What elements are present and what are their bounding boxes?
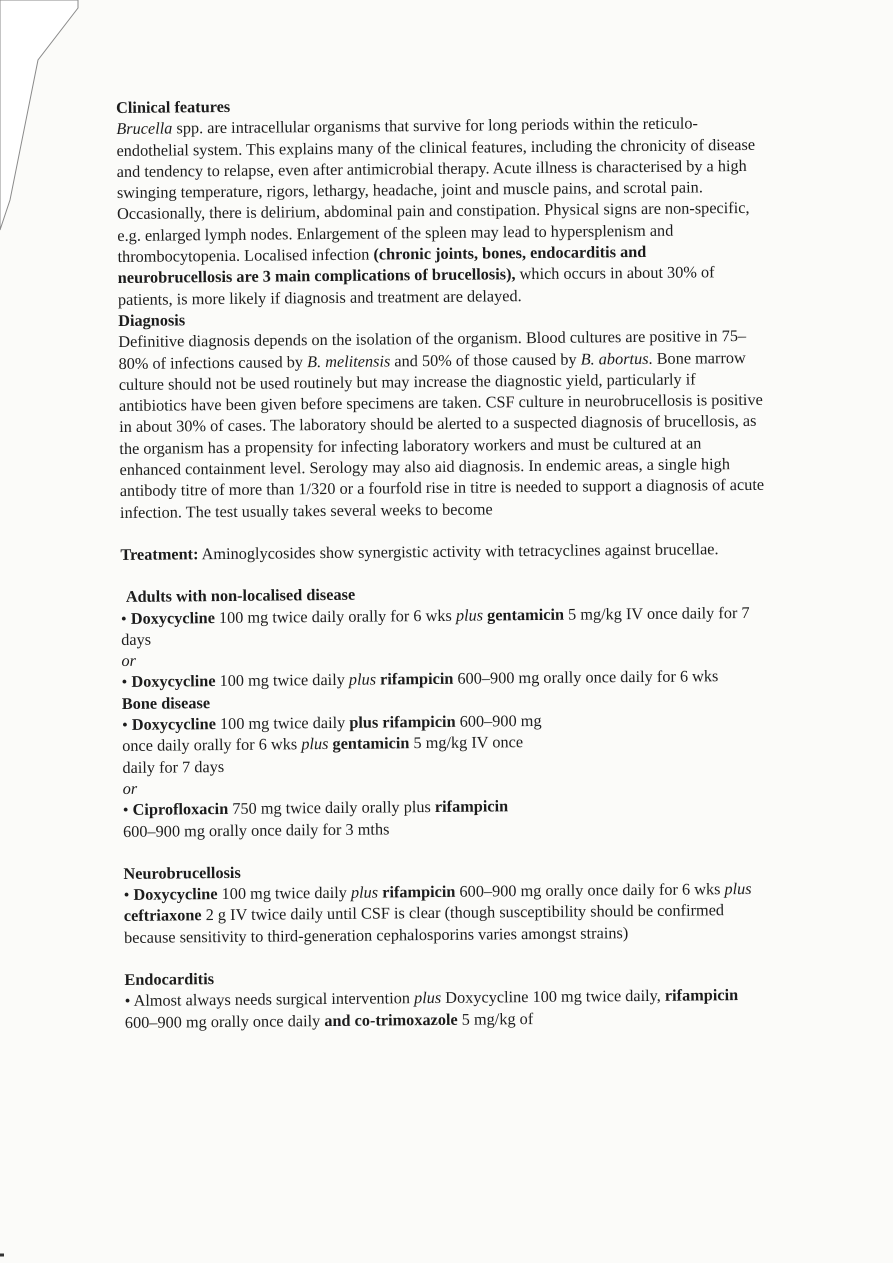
- bullet: •: [120, 608, 131, 628]
- diagnosis-text-3: . Bone marrow culture should not be used routinely but may increase the diagnostic yield, particularly if antibiotics have been given before specimens are taken. CSF culture in neurobrucellosis is positive in about 30% of cases. The laboratory should be alerted to a suspected diagnosis of brucellosis, as the organism has a propensity for infecting laboratory workers and must be cultured at an enhanced containment level. Serology may also aid diagnosis. In endemic areas, a single high antibody titre of more than 1/320 or a fourfold rise in titre is needed to support a diagnosis of acute infection. The test usually takes several weeks to become: [118, 347, 765, 522]
- document-page: [116, 91, 770, 1033]
- drug-gentamicin: gentamicin: [332, 733, 410, 754]
- dose-text: 600–900 mg orally once daily: [124, 1010, 325, 1032]
- dose-text: 2 g IV twice daily until CSF is clear (though susceptibility should be confirmed because sensitivity to third-generation cephalosporins varies amongst strains): [123, 900, 725, 947]
- species-melitensis: B. melitensis: [307, 350, 391, 371]
- diagnosis-text-1: Definitive diagnosis depends on the isolation of the organism. Blood cultures are positive in 75–80% of infections caused by: [118, 326, 747, 373]
- plus-word: plus: [301, 734, 329, 754]
- plus-word: plus: [348, 669, 377, 690]
- or-word: or: [122, 778, 138, 798]
- dose-text: Almost always needs surgical intervention: [133, 988, 415, 1011]
- drug-co-trimoxazole: and co-trimoxazole: [324, 1009, 458, 1030]
- bullet: •: [121, 714, 132, 734]
- bullet: •: [121, 672, 132, 692]
- clinical-text-1: spp. are intracellular organisms that survive for long periods within the reticulo-endothelial system. This explains many of the clinical features, including the chronicity of disease and tendency to relapse, even after antimicrobial therapy. Acute illness is characterised by a high swinging temperature, rigors, lethargy, headache, joint and muscle pains, and scrotal pain. Occasionally, there is delirium, abdominal pain and constipation. Physical signs are non-specific, e.g. enlarged lymph nodes. Enlargement of the spleen may lead to hypersplenism and thrombocytopenia. Localised infection: [116, 113, 756, 267]
- drug-ceftriaxone: ceftriaxone: [123, 905, 202, 926]
- bone-item-1-line-3: daily for 7 days: [122, 756, 225, 777]
- dose-text: 100 mg twice daily: [215, 712, 350, 734]
- drug-rifampicin: rifampicin: [434, 796, 509, 817]
- dose-text: 5 mg/kg IV once: [409, 732, 524, 753]
- species-abortus: B. abortus: [580, 348, 649, 369]
- neuro-item: [124, 878, 770, 948]
- genus-name: Brucella: [116, 118, 173, 139]
- diagnosis-text: [118, 325, 765, 523]
- drug-doxycycline: Doxycycline: [131, 714, 217, 734]
- drug-rifampicin: plus rifampicin: [349, 711, 456, 732]
- endocarditis-heading: Endocarditis: [124, 969, 215, 989]
- drug-doxycycline: Doxycycline: [133, 884, 218, 904]
- complications-note: (chronic joints, bones, endocarditis and neurobrucellosis are 3 main complications of brucellosis),: [117, 241, 647, 288]
- plus-word: plus: [455, 605, 484, 625]
- neuro-heading: Neurobrucellosis: [123, 862, 241, 883]
- dose-text: 5 mg/kg of: [457, 1008, 534, 1029]
- clinical-features-text: [116, 112, 763, 310]
- endocarditis-section: [124, 963, 770, 1033]
- drug-ciprofloxacin: Ciprofloxacin: [132, 799, 229, 820]
- diagnosis-text-2: and 50% of those caused by: [390, 349, 581, 370]
- adults-item-1: [121, 601, 766, 650]
- plus-word: plus: [350, 882, 379, 902]
- dose-text: 600–900 mg: [455, 710, 542, 731]
- diagnosis-heading: Diagnosis: [118, 310, 186, 330]
- dose-text: 100 mg twice daily orally for 6 wks: [214, 605, 456, 627]
- dose-text: once daily orally for 6 wks: [122, 734, 302, 756]
- drug-rifampicin: rifampicin: [664, 985, 739, 1006]
- bullet: •: [124, 991, 134, 1011]
- dose-text: 750 mg twice daily orally plus: [228, 797, 435, 819]
- adults-section: [121, 580, 767, 693]
- dose-text: 5 mg/kg IV once daily for 7 days: [121, 602, 750, 649]
- clinical-text-2: which occurs in about 30% of patients, is more likely if diagnosis and treatment are delayed.: [117, 262, 715, 309]
- endocarditis-item: [125, 984, 770, 1033]
- bone-section: [122, 686, 768, 841]
- drug-rifampicin: rifampicin: [380, 669, 454, 689]
- dose-text: 100 mg twice daily: [215, 670, 349, 691]
- drug-doxycycline: Doxycycline: [131, 671, 216, 692]
- treatment-label: Treatment:: [120, 544, 199, 564]
- diagnosis-section: [118, 304, 765, 523]
- dose-text: 600–900 mg orally once daily for 6 wks: [455, 879, 725, 901]
- adults-heading: Adults with non-localised disease: [125, 584, 356, 607]
- treatment-body: Aminoglycosides show synergistic activity with tetracyclines against brucellae.: [198, 539, 719, 564]
- plus-word: plus: [413, 988, 442, 1008]
- bullet: •: [123, 884, 134, 905]
- dose-text: 600–900 mg orally once daily for 6 wks: [453, 666, 719, 689]
- clinical-features-section: [116, 91, 763, 310]
- bone-heading: Bone disease: [121, 692, 211, 713]
- plus-word: plus: [724, 879, 752, 899]
- drug-doxycycline: Doxycycline: [130, 607, 215, 628]
- dose-text: Doxycycline 100 mg twice daily,: [441, 986, 665, 1008]
- drug-gentamicin: gentamicin: [487, 604, 565, 624]
- drug-rifampicin: rifampicin: [382, 881, 456, 902]
- dose-text: 100 mg twice daily: [217, 882, 352, 904]
- neuro-section: [123, 857, 769, 948]
- or-word: or: [121, 650, 136, 671]
- clinical-features-heading: Clinical features: [116, 96, 231, 117]
- bone-item-2-line-2: 600–900 mg orally once daily for 3 mths: [122, 818, 390, 841]
- bullet: •: [122, 800, 133, 820]
